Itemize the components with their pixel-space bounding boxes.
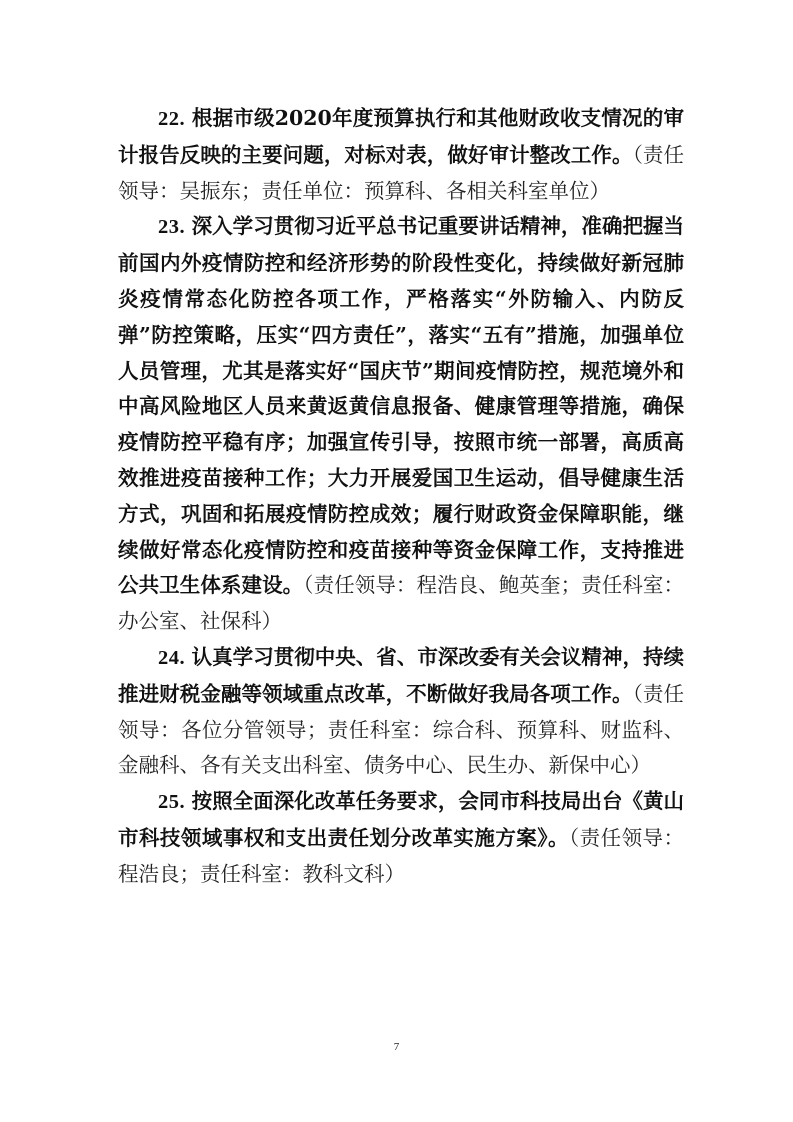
document-body bbox=[118, 101, 684, 893]
list-item bbox=[118, 101, 684, 209]
item-responsibility: （责任领导：各位分管领导；责任科室：综合科、预算科、财监科、金融科、各有关支出科室、债务中心、民生办、新保中心） bbox=[118, 681, 685, 778]
list-item bbox=[118, 640, 684, 784]
item-text: 根据市级2020年度预算执行和其他财政收支情况的审计报告反映的主要问题，对标对表，做好审计整改工作。 bbox=[118, 106, 684, 167]
page-number: 7 bbox=[393, 1041, 400, 1053]
item-text: 按照全面深化改革任务要求，会同市科技局出台《黄山市科技领域事权和支出责任划分改革实施方案》。 bbox=[118, 789, 684, 850]
list-item bbox=[118, 784, 684, 892]
item-number: 24. bbox=[158, 646, 186, 669]
list-item bbox=[118, 209, 684, 640]
item-number: 22. bbox=[158, 108, 186, 130]
item-text: 认真学习贯彻中央、省、市深改委有关会议精神，持续推进财税金融等领域重点改革，不断做好我局各项工作。 bbox=[118, 644, 684, 706]
item-number: 25. bbox=[158, 791, 186, 814]
item-text: 深入学习贯彻习近平总书记重要讲话精神，准确把握当前国内外疫情防控和经济形势的阶段性变化，持续做好新冠肺炎疫情常态化防控各项工作，严格落实“外防输入、内防反弹”防控策略，压实“四方责任”，落实“五有”措施，加强单位人员管理，尤其是落实好“国庆节”期间疫情防控，规范境外和中高风险地区人员来黄返黄信息报备、健康管理等措施，确保疫情防控平稳有序；加强宣传引导，按照市统一部署，高质高效推进疫苗接种工作；大力开展爱国卫生运动，倡导健康生活方式，巩固和拓展疫情防控成效；履行财政资金保障职能，继续做好常态化疫情防控和疫苗接种等资金保障工作，支持推进公共卫生体系建设。 bbox=[118, 214, 684, 598]
item-responsibility: （责任领导：吴振东；责任单位：预算科、各相关科室单位） bbox=[118, 142, 685, 203]
item-number: 23. bbox=[158, 216, 186, 239]
item-responsibility: （责任领导：程浩良、鲍英奎；责任科室：办公室、社保科） bbox=[118, 573, 684, 634]
item-responsibility: （责任领导：程浩良；责任科室：教科文科） bbox=[118, 825, 685, 886]
